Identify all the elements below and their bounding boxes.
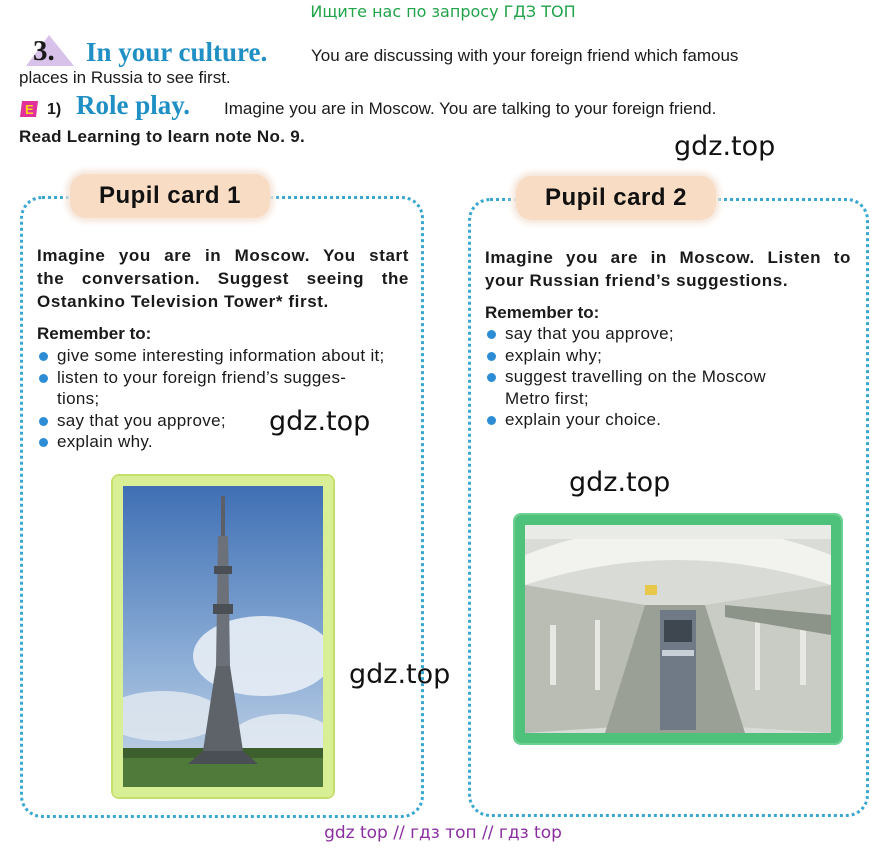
pupil-card-2-title: Pupil card 2 bbox=[516, 176, 716, 220]
task-number: 1) bbox=[47, 101, 62, 118]
intro-line: Imagine you are in Moscow. Listen to bbox=[485, 248, 851, 267]
watermark: gdz.top bbox=[674, 131, 776, 162]
pupil-card-1-title: Pupil card 1 bbox=[70, 174, 270, 218]
intro-line: the conversation. Suggest seeing the bbox=[37, 269, 409, 288]
list-item: explain why; bbox=[485, 345, 855, 367]
list-item: give some interesting information about it; bbox=[37, 345, 407, 367]
task-description: Imagine you are in Moscow. You are talking to your foreign friend. bbox=[224, 99, 717, 118]
svg-text:E: E bbox=[25, 102, 34, 117]
moscow-metro-photo bbox=[515, 515, 841, 743]
list-item: listen to your foreign friend’s sugges- tions; bbox=[37, 367, 407, 410]
task-title: Role play. bbox=[76, 90, 191, 120]
list-item: explain why. bbox=[37, 431, 407, 453]
footer-note: gdz top // гдз топ // гдз top bbox=[324, 823, 562, 843]
intro-line: Imagine you are in Moscow. You start bbox=[37, 246, 409, 265]
watermark: gdz.top bbox=[269, 406, 371, 437]
learning-note: Read Learning to learn note No. 9. bbox=[19, 127, 306, 146]
intro-line: Ostankino Television Tower* first. bbox=[37, 292, 329, 311]
ostankino-tower-photo bbox=[113, 476, 333, 797]
pupil-card-1-list bbox=[37, 345, 407, 453]
list-item: explain your choice. bbox=[485, 409, 855, 431]
list-item: say that you approve; bbox=[485, 323, 855, 345]
remember-heading: Remember to: bbox=[485, 303, 600, 322]
watermark: gdz.top bbox=[349, 659, 451, 690]
pupil-card-2-list bbox=[485, 323, 855, 431]
intro-line: your Russian friend’s suggestions. bbox=[485, 271, 789, 290]
e-letter-icon bbox=[20, 100, 39, 118]
top-note: Ищите нас по запросу ГДЗ ТОП bbox=[310, 2, 576, 21]
list-item: suggest travelling on the Moscow Metro first; bbox=[485, 366, 855, 409]
watermark: gdz.top bbox=[569, 467, 671, 498]
section-description-cont: places in Russia to see first. bbox=[19, 68, 231, 87]
pupil-card-2-intro bbox=[485, 246, 851, 292]
section-description: You are discussing with your foreign friend which famous bbox=[311, 46, 739, 65]
pupil-card-1-intro bbox=[37, 244, 409, 313]
list-item: say that you approve; bbox=[37, 410, 407, 432]
section-title: In your culture. bbox=[86, 37, 268, 67]
section-number: 3. bbox=[33, 35, 55, 67]
remember-heading: Remember to: bbox=[37, 324, 152, 343]
